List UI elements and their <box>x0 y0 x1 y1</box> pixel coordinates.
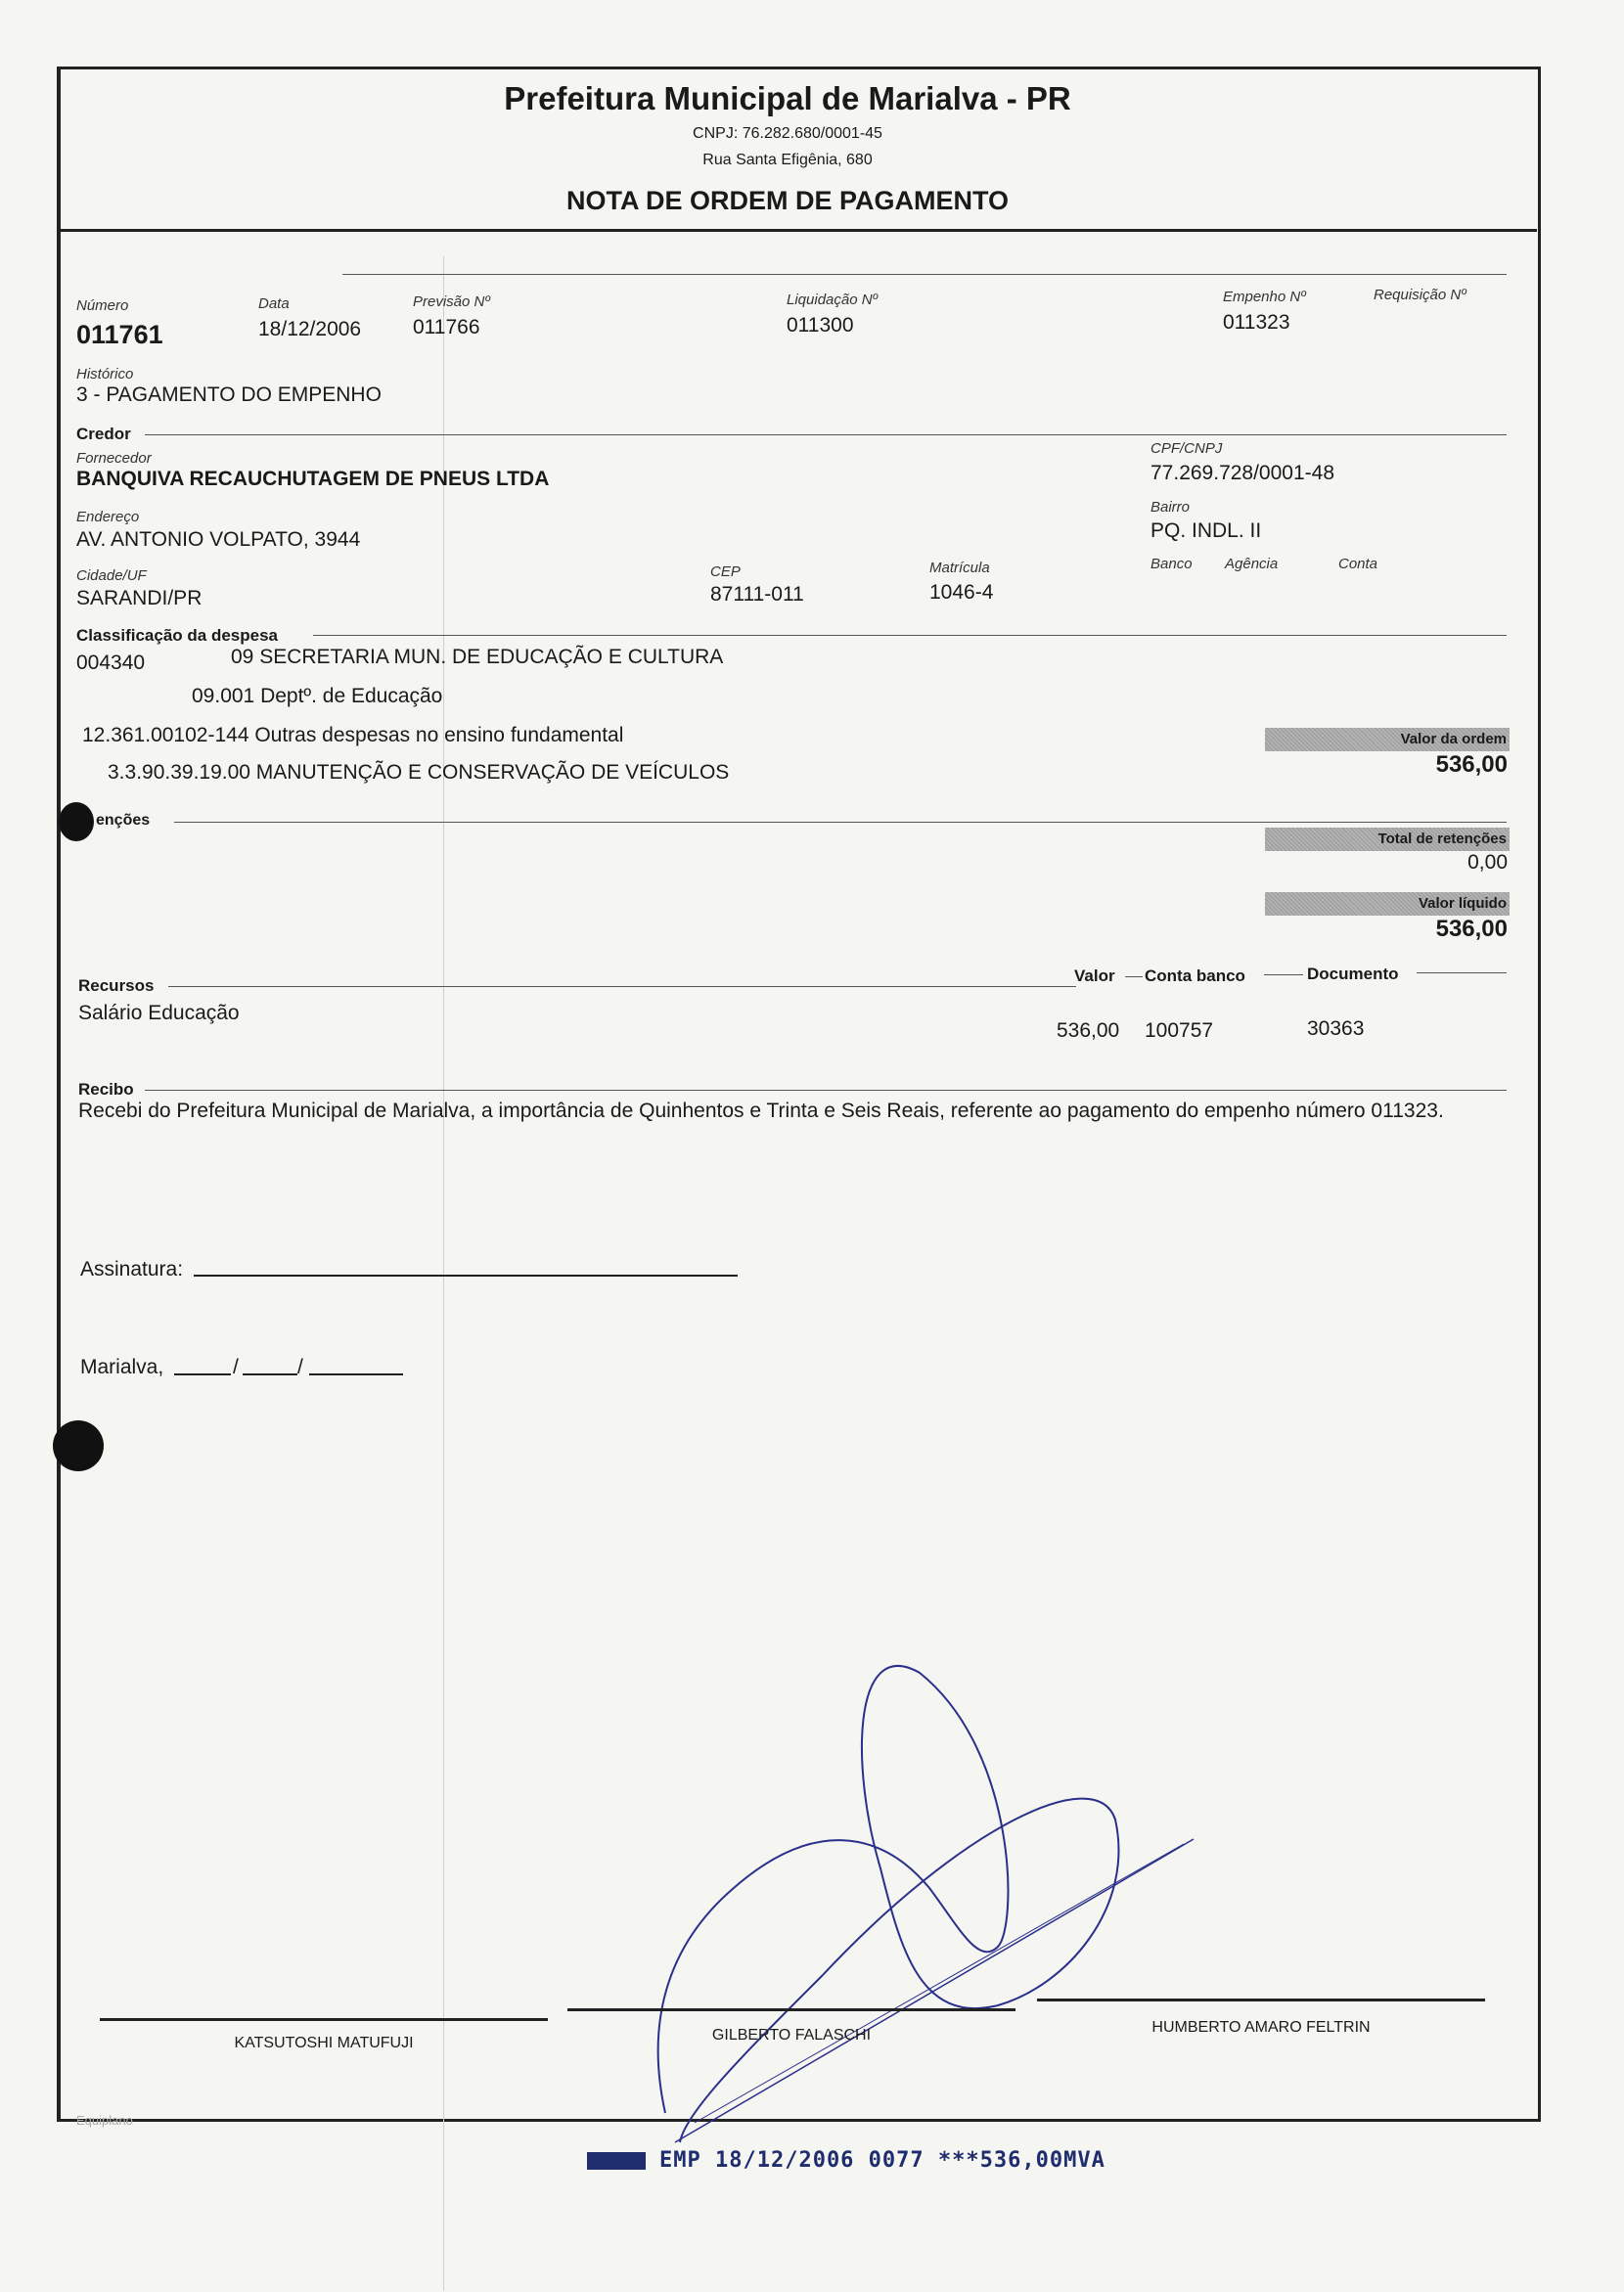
cpf-value: 77.269.728/0001-48 <box>1150 462 1335 484</box>
punch-hole-bottom <box>53 1420 104 1471</box>
recursos-documento: 30363 <box>1307 1017 1365 1040</box>
top-thin-rule <box>342 274 1507 275</box>
historico-label: Histórico <box>76 366 134 382</box>
retencoes-value: 0,00 <box>1467 851 1508 874</box>
funcional-value: 12.361.00102-144 Outras despesas no ensino fundamental <box>82 724 624 746</box>
fold-line <box>443 256 444 2291</box>
recursos-rule-4 <box>1417 972 1507 973</box>
data-label: Data <box>258 295 290 312</box>
recursos-rule-2 <box>1125 976 1143 977</box>
signature-line-2 <box>567 2008 1015 2011</box>
numero-label: Número <box>76 297 129 314</box>
previsao-label: Previsão Nº <box>413 293 490 310</box>
matricula-value: 1046-4 <box>929 581 994 604</box>
recursos-rule-3 <box>1264 974 1303 975</box>
payment-stamp <box>587 2148 1105 2173</box>
cpf-label: CPF/CNPJ <box>1150 440 1223 457</box>
stamp-logo-icon <box>587 2152 646 2170</box>
numero-value: 011761 <box>76 320 163 349</box>
cidade-value: SARANDI/PR <box>76 587 203 609</box>
cep-value: 87111-011 <box>710 583 804 606</box>
liquido-value: 536,00 <box>1435 916 1508 942</box>
classificacao-code: 004340 <box>76 652 146 674</box>
cep-label: CEP <box>710 563 741 580</box>
liquidacao-value: 011300 <box>787 314 854 337</box>
signature-scribble <box>607 1653 1213 2162</box>
date-month-line <box>243 1373 297 1375</box>
recursos-conta-label: Conta banco <box>1145 966 1245 985</box>
previsao-value: 011766 <box>413 316 480 338</box>
valor-ordem-label: Valor da ordem <box>1265 728 1510 751</box>
elemento-value: 3.3.90.39.19.00 MANUTENÇÃO E CONSERVAÇÃO DE VEÍCULOS <box>108 761 730 784</box>
date-year-line <box>309 1373 403 1375</box>
retencoes-heading: enções <box>96 812 151 829</box>
cidade-label: Cidade/UF <box>76 567 147 584</box>
punch-hole-top <box>59 802 94 841</box>
date-slash-1: / <box>233 1356 239 1378</box>
recursos-documento-label: Documento <box>1307 965 1399 983</box>
historico-value: 3 - PAGAMENTO DO EMPENHO <box>76 383 382 406</box>
software-footer: Equiplano <box>76 2113 133 2128</box>
assinatura-line <box>194 1275 738 1277</box>
classificacao-rule <box>313 635 1507 636</box>
banco-label: Banco <box>1150 556 1193 572</box>
liquido-label: Valor líquido <box>1265 892 1510 916</box>
signatory-1: KATSUTOSHI MATUFUJI <box>234 2035 414 2051</box>
matricula-label: Matrícula <box>929 560 990 576</box>
header-divider <box>57 229 1537 232</box>
recursos-heading: Recursos <box>78 976 155 995</box>
empenho-label: Empenho Nº <box>1223 289 1306 305</box>
recursos-valor: 536,00 <box>1057 1019 1120 1042</box>
classificacao-heading: Classificação da despesa <box>76 626 279 645</box>
data-value: 18/12/2006 <box>258 318 362 340</box>
org-title: Prefeitura Municipal de Marialva - PR <box>504 80 1071 116</box>
signature-line-1 <box>100 2018 548 2021</box>
endereco-label: Endereço <box>76 509 140 525</box>
requisicao-label: Requisição Nº <box>1374 287 1466 303</box>
empenho-value: 011323 <box>1223 311 1290 334</box>
document-title: NOTA DE ORDEM DE PAGAMENTO <box>565 186 1009 215</box>
valor-ordem-value: 536,00 <box>1435 751 1508 778</box>
liquidacao-label: Liquidação Nº <box>787 292 879 308</box>
departamento-value: 09.001 Deptº. de Educação <box>192 685 443 707</box>
local-label: Marialva, <box>80 1356 164 1378</box>
endereco-value: AV. ANTONIO VOLPATO, 3944 <box>76 528 361 551</box>
recursos-nome: Salário Educação <box>78 1002 240 1024</box>
recursos-rule <box>168 986 1076 987</box>
conta-label: Conta <box>1338 556 1378 572</box>
retencoes-label: Total de retenções <box>1265 828 1510 851</box>
credor-rule <box>145 434 1507 435</box>
credor-heading: Credor <box>76 425 131 443</box>
recibo-text: Recebi do Prefeitura Municipal de Marialva, a importância de Quinhentos e Trinta e Seis Reais, referente ao pagamento do empenho número 011323. <box>78 1100 1444 1122</box>
org-cnpj: CNPJ: 76.282.680/0001-45 <box>693 125 882 142</box>
date-slash-2: / <box>297 1356 303 1378</box>
recursos-valor-label: Valor <box>1074 966 1115 985</box>
fornecedor-label: Fornecedor <box>76 450 152 467</box>
secretaria-value: 09 SECRETARIA MUN. DE EDUCAÇÃO E CULTURA <box>231 646 724 668</box>
recursos-conta: 100757 <box>1145 1019 1214 1042</box>
signatory-2: GILBERTO FALASCHI <box>711 2027 872 2044</box>
org-address: Rua Santa Efigênia, 680 <box>702 152 873 168</box>
bairro-value: PQ. INDL. II <box>1150 519 1262 542</box>
signature-line-3 <box>1037 1999 1485 2001</box>
stamp-text: EMP 18/12/2006 0077 ***536,00MVA <box>659 2148 1105 2173</box>
signatory-3: HUMBERTO AMARO FELTRIN <box>1151 2019 1371 2036</box>
fornecedor-value: BANQUIVA RECAUCHUTAGEM DE PNEUS LTDA <box>76 468 550 490</box>
bairro-label: Bairro <box>1150 499 1191 516</box>
recibo-heading: Recibo <box>78 1080 134 1099</box>
agencia-label: Agência <box>1225 556 1279 572</box>
date-day-line <box>174 1373 231 1375</box>
assinatura-label: Assinatura: <box>80 1258 184 1281</box>
retencoes-rule <box>174 822 1507 823</box>
recibo-rule <box>145 1090 1507 1091</box>
